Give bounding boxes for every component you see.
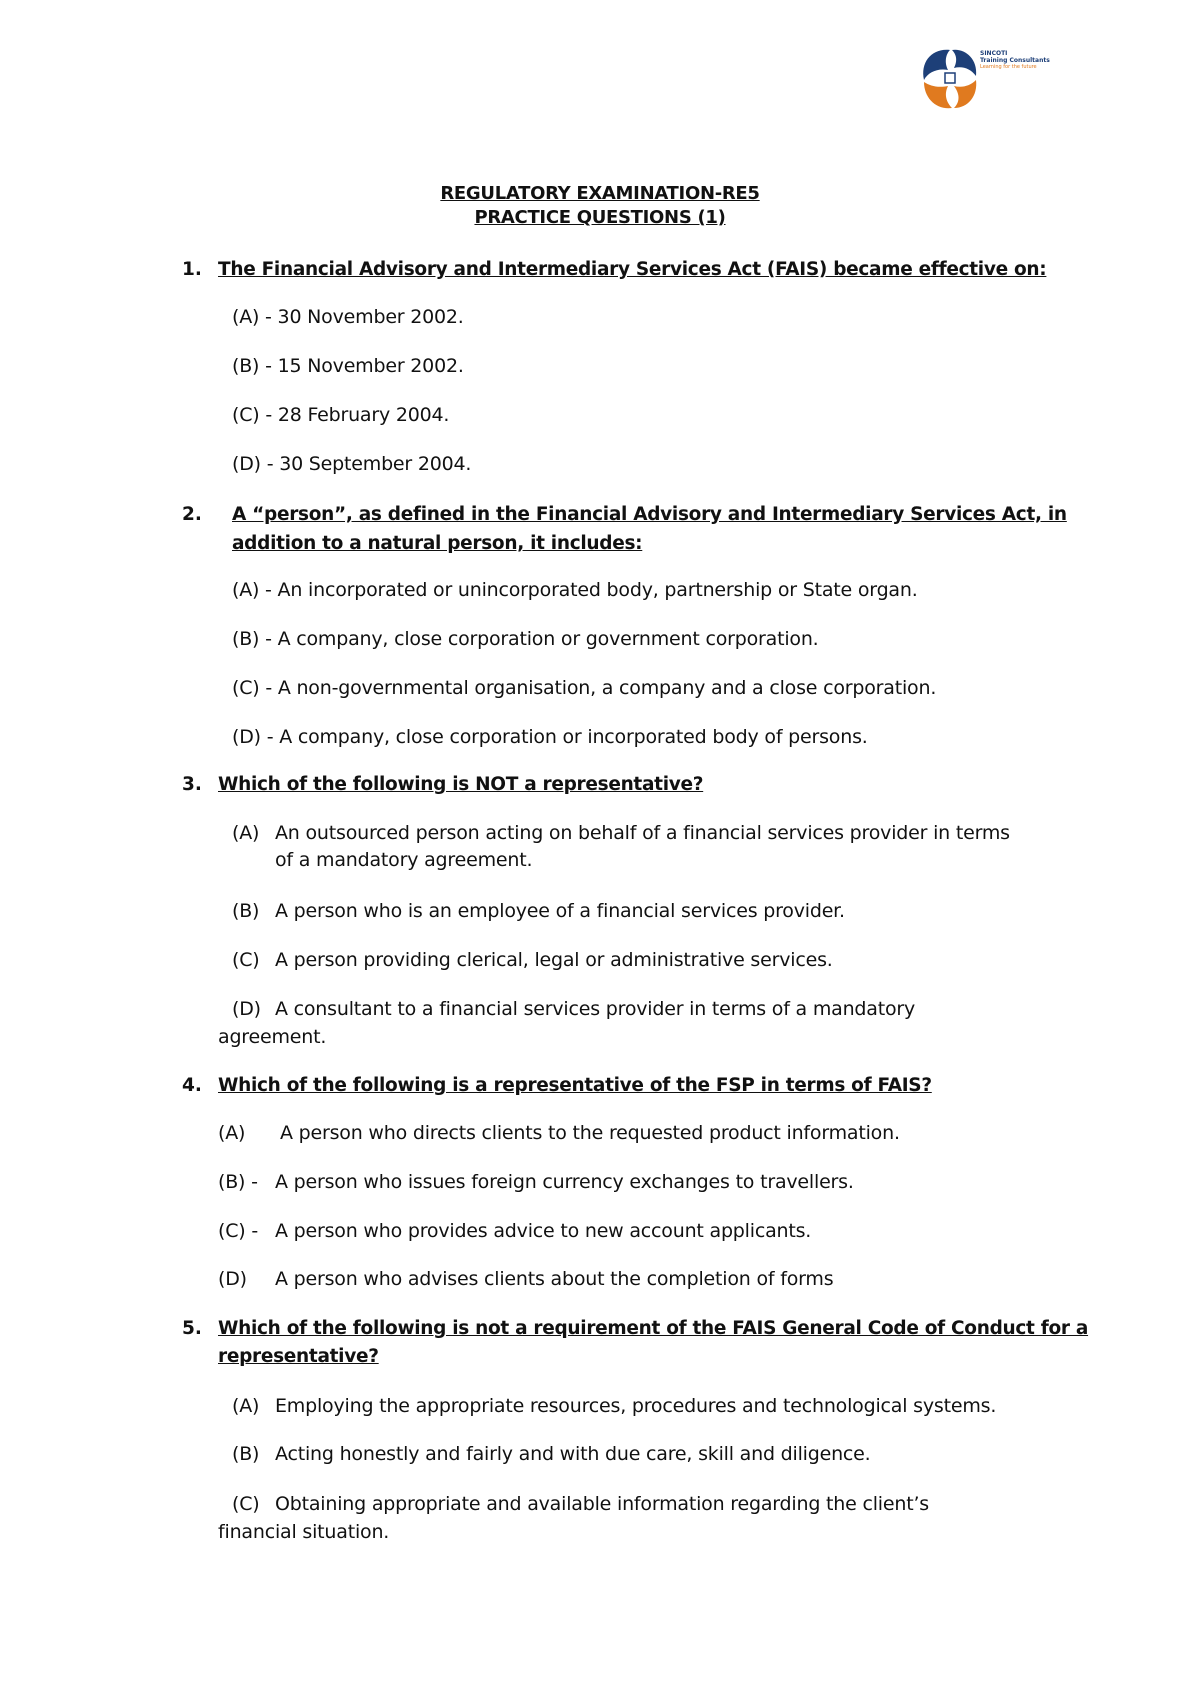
answer-option: (A) - 30 November 2002. bbox=[232, 306, 464, 328]
answer-option-text: A person providing clerical, legal or administrative services. bbox=[275, 949, 833, 971]
answer-option: (B) - A company, close corporation or government corporation. bbox=[232, 628, 819, 650]
answer-option-label: (A) bbox=[232, 1395, 260, 1417]
answer-option-text: A person who provides advice to new account applicants. bbox=[275, 1220, 812, 1242]
logo-name-line1: SINCOTI bbox=[980, 50, 1008, 57]
question-number: 1. bbox=[182, 259, 202, 280]
answer-option-text: A person who advises clients about the completion of forms bbox=[275, 1268, 834, 1290]
company-logo bbox=[918, 46, 1058, 114]
answer-option-line2: financial situation. bbox=[218, 1521, 390, 1543]
question-number: 3. bbox=[182, 774, 202, 795]
answer-option-label: (C) - bbox=[218, 1220, 258, 1242]
answer-option: (D) - A company, close corporation or incorporated body of persons. bbox=[232, 726, 868, 748]
answer-option: (B) - 15 November 2002. bbox=[232, 355, 464, 377]
answer-option-text: A person who directs clients to the requested product information. bbox=[280, 1122, 900, 1144]
logo-name-line2: Training Consultants bbox=[980, 57, 1050, 64]
answer-option-label: (A) bbox=[218, 1122, 246, 1144]
answer-option-text: Employing the appropriate resources, procedures and technological systems. bbox=[275, 1395, 997, 1417]
answer-option-label: (B) bbox=[232, 900, 260, 922]
logo-tagline: Learning for the future bbox=[980, 64, 1037, 70]
question-number: 5. bbox=[182, 1318, 202, 1339]
logo-emblem-icon bbox=[918, 46, 982, 112]
answer-option-text: A person who is an employee of a financial services provider. bbox=[275, 900, 845, 922]
question-text-line1: A “person”, as defined in the Financial Advisory and Intermediary Services Act, in bbox=[232, 504, 1067, 525]
answer-option-label: (B) - bbox=[218, 1171, 258, 1193]
question-text: Which of the following is a representative of the FSP in terms of FAIS? bbox=[218, 1075, 932, 1096]
document-title: REGULATORY EXAMINATION-RE5 bbox=[440, 183, 760, 204]
answer-option-line2: of a mandatory agreement. bbox=[275, 849, 533, 871]
answer-option: (A) - An incorporated or unincorporated body, partnership or State organ. bbox=[232, 579, 918, 601]
answer-option: (D) - 30 September 2004. bbox=[232, 453, 472, 475]
question-number: 4. bbox=[182, 1075, 202, 1096]
answer-option-label: (C) bbox=[232, 949, 260, 971]
answer-option-text: A person who issues foreign currency exchanges to travellers. bbox=[275, 1171, 854, 1193]
answer-option-label: (D) bbox=[218, 1268, 247, 1290]
question-text: The Financial Advisory and Intermediary Services Act (FAIS) became effective on: bbox=[218, 259, 1047, 280]
logo-text bbox=[980, 50, 1050, 71]
question-text-line2: addition to a natural person, it includes: bbox=[232, 533, 643, 554]
answer-option-text: Acting honestly and fairly and with due care, skill and diligence. bbox=[275, 1443, 871, 1465]
question-text-line1: Which of the following is not a requirement of the FAIS General Code of Conduct for a bbox=[218, 1318, 1089, 1339]
answer-option-line2: agreement. bbox=[218, 1026, 327, 1048]
answer-option-line1: An outsourced person acting on behalf of a financial services provider in terms bbox=[275, 822, 1010, 844]
answer-option-label: (D) bbox=[232, 998, 261, 1020]
answer-option: (C) - A non-governmental organisation, a company and a close corporation. bbox=[232, 677, 937, 699]
answer-option: (C) - 28 February 2004. bbox=[232, 404, 450, 426]
question-number: 2. bbox=[182, 504, 202, 525]
answer-option-line1: A consultant to a financial services provider in terms of a mandatory bbox=[275, 998, 916, 1020]
question-text: Which of the following is NOT a representative? bbox=[218, 774, 704, 795]
answer-option-line1: Obtaining appropriate and available information regarding the client’s bbox=[275, 1493, 929, 1515]
question-text-line2: representative? bbox=[218, 1346, 379, 1367]
answer-option-label: (A) bbox=[232, 822, 260, 844]
answer-option-label: (C) bbox=[232, 1493, 260, 1515]
document-subtitle: PRACTICE QUESTIONS (1) bbox=[474, 207, 726, 228]
answer-option-label: (B) bbox=[232, 1443, 260, 1465]
